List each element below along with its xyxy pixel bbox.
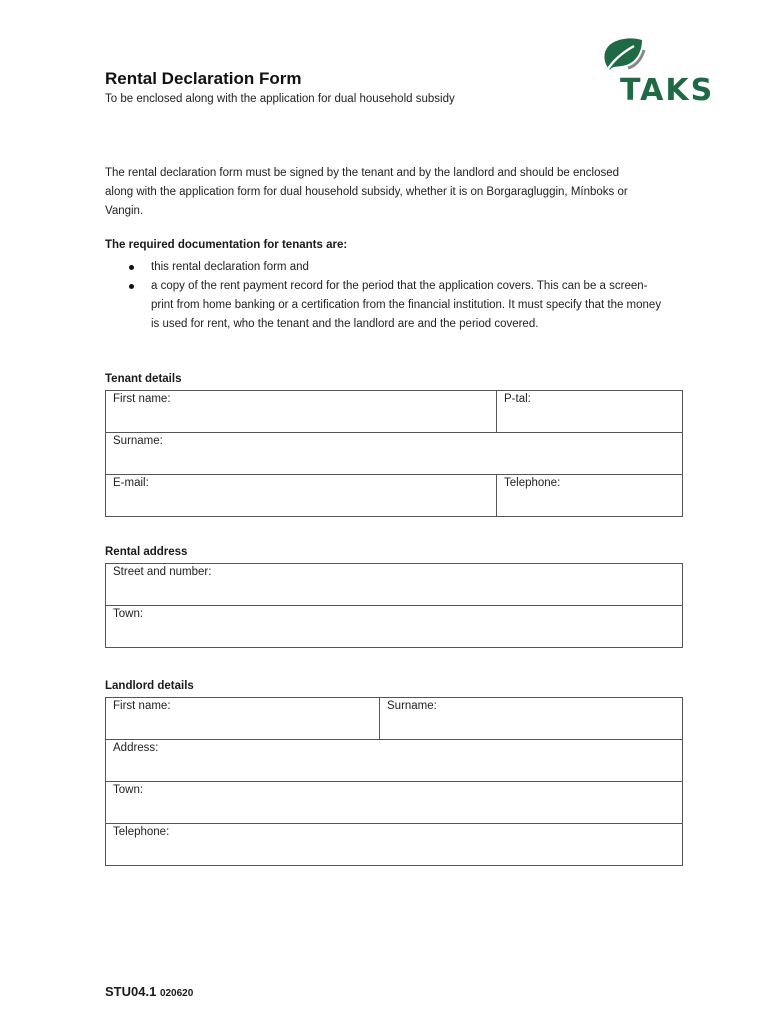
page-subtitle: To be enclosed along with the application for dual household subsidy (105, 93, 455, 105)
tenant-email-field[interactable] (106, 475, 497, 517)
landlord-town-field[interactable] (106, 782, 683, 824)
field-label: Town: (113, 608, 144, 620)
form-code: STU04.1 (105, 984, 157, 999)
form-footer (105, 984, 193, 999)
tenant-surname-field[interactable] (106, 433, 683, 475)
logo-text: TAKS (620, 73, 715, 108)
documentation-list (105, 258, 665, 334)
field-label: Town: (113, 784, 144, 796)
form-date: 020620 (159, 988, 194, 999)
field-label: Street and number: (113, 566, 212, 578)
field-label: E-mail: (113, 477, 149, 489)
field-label: Telephone: (504, 477, 561, 489)
tenant-telephone-field[interactable] (497, 475, 683, 517)
landlord-address-field[interactable] (106, 740, 683, 782)
list-item: this rental declaration form and (151, 258, 665, 277)
rental-street-field[interactable] (106, 564, 683, 606)
field-label: Surname: (387, 700, 437, 712)
rental-town-field[interactable] (106, 606, 683, 648)
documentation-heading: The required documentation for tenants are: (105, 239, 348, 251)
tenant-first-name-field[interactable] (106, 391, 497, 433)
list-item: a copy of the rent payment record for the period that the application covers. This can be a screen-print from home banking or a certification from the financial institution. It must specify that the money is used for rent, who the tenant and the landlord are and the period covered. (151, 277, 665, 334)
tenant-section-label: Tenant details (105, 373, 182, 385)
leaf-icon (598, 36, 646, 74)
field-label: Address: (113, 742, 159, 754)
field-label: Surname: (113, 435, 163, 447)
landlord-surname-field[interactable] (380, 698, 683, 740)
rental-address-table (105, 563, 683, 648)
landlord-details-table (105, 697, 683, 866)
landlord-first-name-field[interactable] (106, 698, 380, 740)
intro-paragraph: The rental declaration form must be signed by the tenant and by the landlord and should be enclosed along with the application form for dual household subsidy, whether it is on Borgaragluggin, Mínboks or Vangin. (105, 167, 628, 217)
tenant-ptal-field[interactable] (497, 391, 683, 433)
taks-logo (598, 36, 738, 108)
field-label: P-tal: (504, 393, 531, 405)
landlord-telephone-field[interactable] (106, 824, 683, 866)
field-label: First name: (113, 393, 171, 405)
field-label: Telephone: (113, 826, 170, 838)
tenant-details-table (105, 390, 683, 517)
field-label: First name: (113, 700, 171, 712)
page-title: Rental Declaration Form (105, 69, 302, 88)
landlord-section-label: Landlord details (105, 680, 194, 692)
rental-section-label: Rental address (105, 546, 188, 558)
